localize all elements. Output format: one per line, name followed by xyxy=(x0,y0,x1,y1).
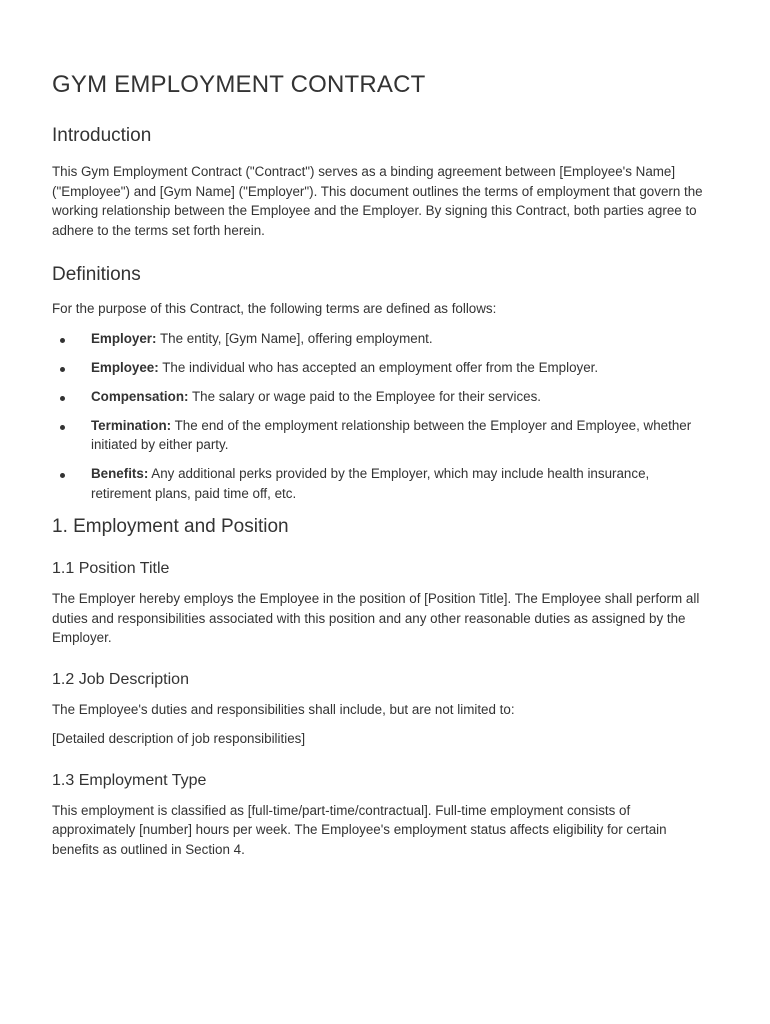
definition-text: The end of the employment relationship between the Employer and Employee, whether initiated by either party. xyxy=(91,417,692,452)
definition-item-benefits xyxy=(52,464,712,503)
bullet-icon xyxy=(60,396,65,401)
job-description-placeholder: [Detailed description of job responsibilities] xyxy=(52,731,306,746)
definition-text: The salary or wage paid to the Employee for their services. xyxy=(188,388,542,404)
definitions-lead: For the purpose of this Contract, the following terms are defined as follows: xyxy=(52,301,497,316)
definition-term: Employer: xyxy=(91,330,157,346)
bullet-icon xyxy=(60,338,65,343)
job-description-heading: 1.2 Job Description xyxy=(52,670,189,688)
position-title-text: The Employer hereby employs the Employee in the position of [Position Title]. The Employee shall perform all duties and responsibilities associated with this position and any other reasonable duties as assigned by the Employer. xyxy=(52,591,700,645)
definition-item-termination xyxy=(52,416,712,455)
definition-term: Employee: xyxy=(91,359,159,375)
document-title: GYM EMPLOYMENT CONTRACT xyxy=(52,71,426,98)
document-page xyxy=(52,66,712,859)
employment-type-heading: 1.3 Employment Type xyxy=(52,771,207,789)
definition-term: Compensation: xyxy=(91,388,189,404)
bullet-icon xyxy=(60,425,65,430)
definition-text: The entity, [Gym Name], offering employment. xyxy=(156,330,433,346)
bullet-icon xyxy=(60,367,65,372)
definition-item-compensation xyxy=(52,387,712,407)
definition-term: Termination: xyxy=(91,417,172,433)
bullet-icon xyxy=(60,473,65,478)
job-description-text: The Employee's duties and responsibilities shall include, but are not limited to: xyxy=(52,701,515,717)
definition-text: Any additional perks provided by the Employer, which may include health insurance, retirement plans, paid time off, etc. xyxy=(91,466,650,501)
definition-item-employee xyxy=(52,358,712,378)
section-1-heading: 1. Employment and Position xyxy=(52,516,289,537)
definitions-list xyxy=(52,329,712,504)
position-title-heading: 1.1 Position Title xyxy=(52,560,170,577)
introduction-text: This Gym Employment Contract ("Contract") serves as a binding agreement between [Employee's Name] ("Employee") and [Gym Name] ("Employer"). This document outlines the terms of employment that govern the working relationship between the Employee and the Employer. By signing this Contract, both parties agree to adhere to the terms set forth herein. xyxy=(52,164,703,238)
employment-type-text: This employment is classified as [full-time/part-time/contractual]. Full-time employment consists of approximately [number] hours per week. The Employee's employment status affects eligibility for certain benefits as outlined in Section 4. xyxy=(52,802,667,857)
definition-text: The individual who has accepted an employment offer from the Employer. xyxy=(158,359,599,375)
definition-item-employer xyxy=(52,329,712,349)
definition-term: Benefits: xyxy=(91,466,149,481)
definitions-heading: Definitions xyxy=(52,264,141,285)
introduction-heading: Introduction xyxy=(52,125,152,146)
